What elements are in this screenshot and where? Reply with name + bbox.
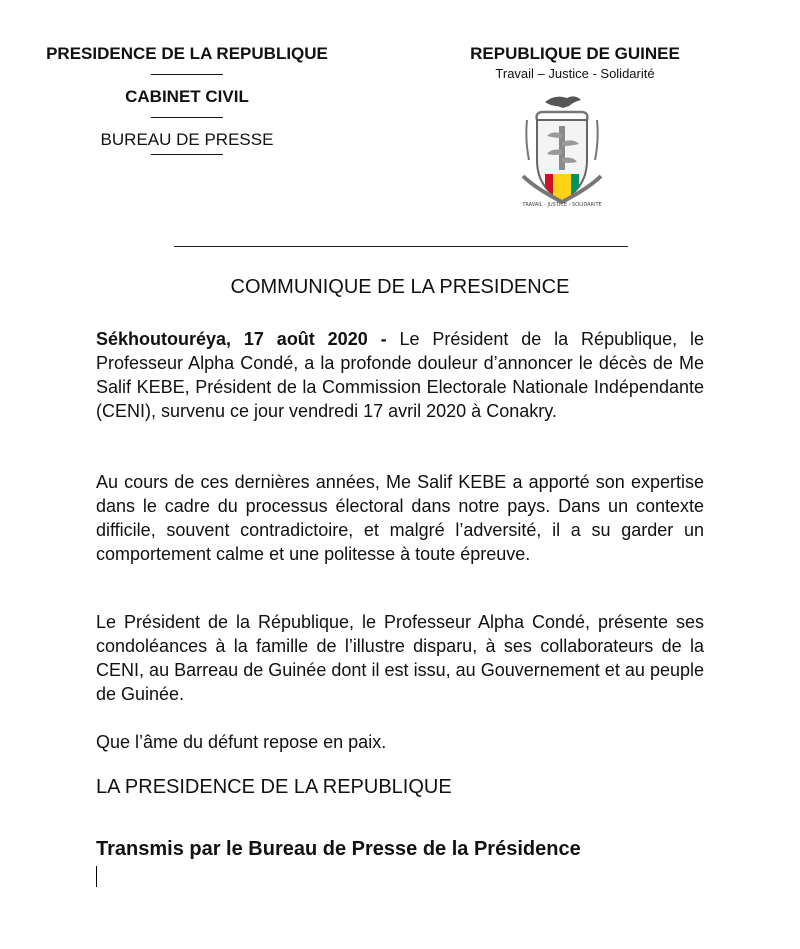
header-rule [151, 74, 223, 75]
guinea-coat-of-arms-icon [515, 90, 609, 208]
paragraph-1 [96, 327, 704, 423]
presidency-heading: PRESIDENCE DE LA REPUBLIQUE [46, 44, 328, 63]
cabinet-heading: CABINET CIVIL [125, 87, 249, 106]
transmitted-by-line: Transmis par le Bureau de Presse de la Présidence [96, 838, 581, 860]
republic-heading: REPUBLIQUE DE GUINEE [470, 44, 680, 63]
header-separator [174, 246, 628, 247]
national-motto: Travail – Justice - Solidarité [495, 66, 655, 81]
press-office-heading: BUREAU DE PRESSE [100, 130, 274, 149]
header-rule [151, 117, 223, 118]
signature-line: LA PRESIDENCE DE LA REPUBLIQUE [96, 776, 452, 798]
paragraph-3: Le Président de la République, le Professeur Alpha Condé, présente ses condoléances à la famille de l’illustre disparu, à ses collaborateurs de la CENI, au Barreau de Guinée dont il est issu, au Gouvernement et au peuple de Guinée. [96, 612, 704, 704]
text-cursor[interactable] [96, 866, 97, 887]
header-rule [151, 154, 223, 155]
header-right [445, 44, 705, 81]
dateline: Sékhoutouréya, 17 août 2020 - [96, 329, 387, 349]
paragraph-2: Au cours de ces dernières années, Me Salif KEBE a apporté son expertise dans le cadre du processus électoral dans notre pays. Dans un contexte difficile, souvent contradictoire, et malgré l’adversité, il a su garder un comportement calme et une politesse à toute épreuve. [96, 472, 704, 564]
document-title: COMMUNIQUE DE LA PRESIDENCE [230, 276, 570, 298]
header-left [22, 44, 352, 167]
paragraph-4: Que l’âme du défunt repose en paix. [96, 732, 387, 752]
paragraph-1-body: Le Président de la République, le Professeur Alpha Condé, a la profonde douleur d’annoncer le décès de Me Salif KEBE, Président de la Commission Electorale Nationale Indépendante (CENI), survenu ce jour vendredi 17 avril 2020 à Conakry. [96, 329, 705, 421]
emblem-motto-text: TRAVAIL - JUSTICE - SOLIDARITE [522, 202, 602, 208]
